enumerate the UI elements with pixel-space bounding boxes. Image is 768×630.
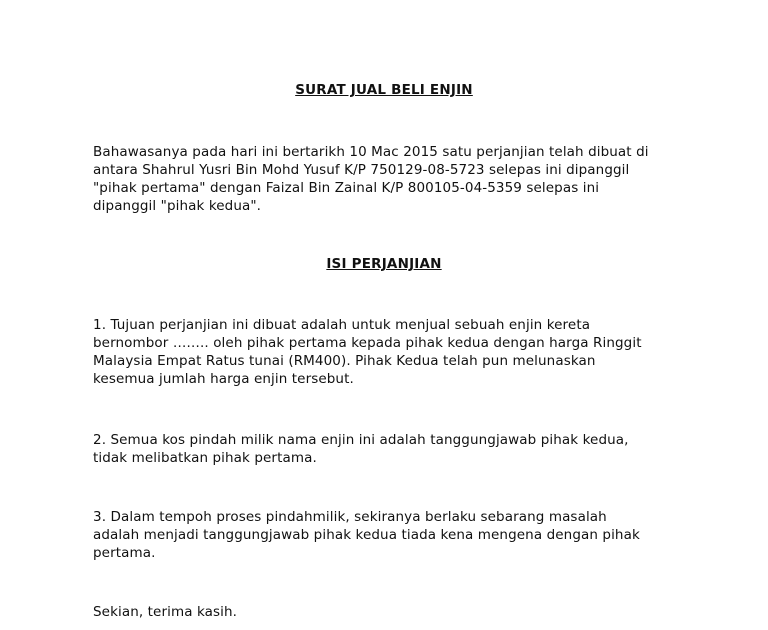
intro-paragraph (93, 143, 693, 215)
intro-line: antara Shahrul Yusri Bin Mohd Yusuf K/P 750129-08-5723 selepas ini dipanggil (93, 162, 630, 178)
clause-line: kesemua jumlah harga enjin tersebut. (93, 371, 354, 387)
clause-line: 1. Tujuan perjanjian ini dibuat adalah untuk menjual sebuah enjin kereta (93, 317, 591, 333)
intro-line: "pihak pertama" dengan Faizal Bin Zainal K/P 800105-04-5359 selepas ini (93, 180, 600, 196)
section-title: ISI PERJANJIAN (326, 256, 442, 272)
intro-line: Bahawasanya pada hari ini bertarikh 10 Mac 2015 satu perjanjian telah dibuat di (93, 144, 649, 160)
clause-line: 2. Semua kos pindah milik nama enjin ini adalah tanggungjawab pihak kedua, (93, 432, 629, 448)
intro-line: dipanggil "pihak kedua". (93, 198, 262, 214)
clause-2 (93, 431, 693, 467)
clause-line: tidak melibatkan pihak pertama. (93, 450, 317, 466)
clause-line: pertama. (93, 545, 156, 561)
clause-1 (93, 316, 693, 388)
clause-line: adalah menjadi tanggungjawab pihak kedua tiada kena mengena dengan pihak (93, 527, 640, 543)
clause-line: bernombor …….. oleh pihak pertama kepada pihak kedua dengan harga Ringgit (93, 335, 642, 351)
closing-line: Sekian, terima kasih. (93, 604, 238, 620)
clause-3 (93, 508, 693, 562)
document-title: SURAT JUAL BELI ENJIN (295, 82, 473, 98)
clause-line: 3. Dalam tempoh proses pindahmilik, sekiranya berlaku sebarang masalah (93, 509, 607, 525)
clause-line: Malaysia Empat Ratus tunai (RM400). Pihak Kedua telah pun melunaskan (93, 353, 596, 369)
